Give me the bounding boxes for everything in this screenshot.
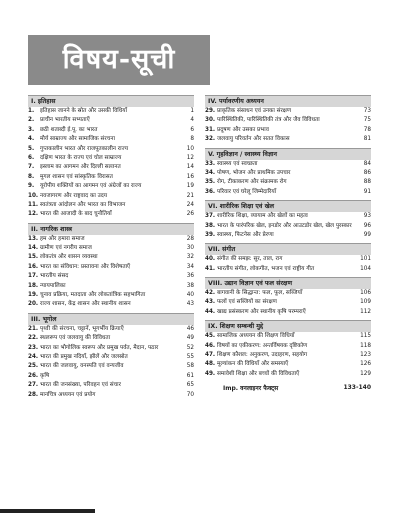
chapter-number: 9. — [28, 183, 35, 190]
toc-entry[interactable] — [205, 189, 371, 198]
chapter-title: राज्य शासन, केंद्र शासन और स्थानीय शासन — [40, 301, 131, 308]
chapter-number: 23. — [28, 344, 39, 351]
page-number: 1 — [190, 108, 194, 114]
chapter-number: 26. — [28, 372, 39, 379]
page-number: 123 — [360, 352, 371, 359]
chapter-title: गुप्तकालीन भारत और राजपूतकालीन राज्य — [40, 145, 129, 152]
footer-bar — [0, 509, 95, 513]
page-number: 84 — [363, 160, 371, 167]
chapter-title: मुगल शासन एवं सांस्कृतिक विरासत — [40, 173, 113, 180]
page-number: 99 — [363, 231, 371, 238]
section-heading: VIII. उद्यान विज्ञान एवं फल संरक्षण — [205, 277, 371, 289]
chapter-title: भारत की प्रमुख नदियाँ, झीलें और जलस्रोत — [40, 353, 128, 360]
toc-entry[interactable] — [28, 164, 194, 173]
chapter-title: यूरोपीय शक्तियों का आगमन एवं अंग्रेजों का राज्य — [40, 183, 142, 190]
chapter-title: पारिस्थितिकी, पारिस्थितिकी तंत्र और जैव विविधता — [217, 117, 320, 124]
toc-entry[interactable] — [28, 193, 194, 202]
page-number: 21 — [186, 192, 194, 199]
page-number: 6 — [190, 126, 194, 133]
page-number: 115 — [360, 333, 371, 340]
toc-entry[interactable] — [205, 161, 371, 170]
toc-right-column — [205, 95, 371, 392]
chapter-number: 25. — [28, 363, 39, 370]
chapter-number: 43. — [205, 299, 216, 306]
chapter-number: 38. — [205, 222, 216, 229]
page-number: 14 — [186, 164, 194, 171]
chapter-title: विषयों का एकीकरण: अन्तर्विषयक दृष्टिकोण — [217, 342, 308, 349]
page-title: विषय-सूची — [62, 44, 176, 75]
chapter-title: बागवानी के सिद्धान्त: फल, फूल, सब्जियाँ — [217, 290, 303, 297]
toc-section — [205, 148, 371, 199]
chapter-number: 8. — [28, 173, 35, 180]
chapter-title: छठी शताब्दी ई.पू. का भारत — [40, 126, 98, 133]
toc-entry[interactable] — [28, 146, 194, 155]
chapter-number: 3. — [28, 126, 35, 133]
chapter-number: 21. — [28, 325, 39, 332]
chapter-number: 40. — [205, 256, 216, 263]
chapter-number: 46. — [205, 342, 216, 349]
page-number: 75 — [363, 117, 371, 124]
toc-entry[interactable] — [28, 155, 194, 164]
toc-section — [205, 200, 371, 241]
toc-entry[interactable] — [28, 326, 194, 335]
chapter-number: 29. — [205, 108, 216, 114]
chapter-title: स्वतंत्रता आंदोलन और भारत का विभाजन — [40, 201, 126, 208]
chapter-number: 5. — [28, 145, 35, 152]
chapter-title: स्वास्थ्य, फिटनेस और प्रेरणा — [217, 231, 274, 238]
page-number: 4 — [190, 117, 194, 124]
toc-entry[interactable] — [28, 273, 194, 282]
chapter-title: प्राचीन भारतीय सभ्यताएँ — [40, 117, 90, 124]
chapter-title: संगीत की समझ: सुर, ताल, राग — [217, 256, 283, 263]
chapter-number: 12. — [28, 211, 39, 218]
chapter-number: 42. — [205, 290, 216, 297]
toc-entry[interactable] — [28, 354, 194, 363]
toc-section — [28, 313, 194, 401]
toc-section — [28, 223, 194, 311]
toc-entry[interactable] — [205, 170, 371, 179]
chapter-title: इतिहास जानने के स्रोत और उसकी विधियाँ — [40, 108, 128, 114]
chapter-number: 47. — [205, 352, 216, 359]
toc-section — [28, 95, 194, 221]
chapter-title: भारत का संविधान: प्रस्तावना और विशेषताएँ — [40, 263, 131, 270]
page-number: 129 — [360, 370, 371, 377]
toc-entry[interactable] — [28, 301, 194, 310]
page-number: 81 — [363, 136, 371, 143]
page-number: 86 — [363, 169, 371, 176]
imp-oneliner-entry[interactable] — [205, 384, 371, 392]
toc-entry[interactable] — [205, 256, 371, 265]
toc-entry[interactable] — [205, 213, 371, 222]
page-number: 52 — [186, 344, 194, 351]
toc-entry[interactable] — [28, 363, 194, 372]
page-number: 73 — [363, 108, 371, 114]
chapter-title: खाद्य प्रसंस्करण और स्थानीय कृषि परम्पराएँ — [217, 308, 306, 315]
toc-entry[interactable] — [205, 309, 371, 318]
chapter-title: स्थलरूप एवं जलवायु की विविधता — [40, 335, 111, 342]
chapter-number: 39. — [205, 231, 216, 238]
toc-entry[interactable] — [28, 335, 194, 344]
toc-entry[interactable] — [205, 117, 371, 126]
toc-entry[interactable] — [28, 202, 194, 211]
toc-entry[interactable] — [28, 211, 194, 220]
toc-entry[interactable] — [28, 117, 194, 126]
toc-entry[interactable] — [28, 236, 194, 245]
chapter-title: स्वास्थ्य एवं स्वच्छता — [217, 160, 258, 167]
toc-entry[interactable] — [205, 361, 371, 370]
toc-left-column — [28, 95, 194, 403]
chapter-title: मौर्य साम्राज्य और सामाजिक संरचना — [40, 136, 115, 143]
chapter-number: 18. — [28, 282, 39, 289]
chapter-number: 10. — [28, 192, 39, 199]
page-number: 106 — [360, 290, 371, 297]
toc-entry[interactable] — [205, 371, 371, 380]
page-number: 34 — [186, 263, 194, 270]
toc-entry[interactable] — [205, 223, 371, 232]
page-number: 19 — [186, 183, 194, 190]
toc-entry[interactable] — [28, 345, 194, 354]
chapter-number: 7. — [28, 164, 35, 171]
chapter-title: दक्षिण भारत के राज्य एवं चोल साम्राज्य — [40, 154, 122, 161]
page-number: 58 — [186, 363, 194, 370]
page-number: 8 — [190, 136, 194, 143]
chapter-title: मूल्यांकन की विधियाँ और समस्याएँ — [217, 361, 289, 368]
chapter-title: ग्रामीण एवं नगरीय समाज — [40, 245, 92, 252]
chapter-number: 19. — [28, 292, 39, 299]
chapter-title: भारत की जलवायु, वनस्पति एवं वन्यजीव — [40, 363, 124, 370]
page-number: 65 — [186, 382, 194, 389]
chapter-title: भारत के पारंपरिक खेल, इनडोर और आउटडोर खेल, खेल पुरस्कार — [217, 222, 352, 229]
page-number: 24 — [186, 201, 194, 208]
page-title-banner — [28, 35, 210, 85]
chapter-title: मानचित्र अध्ययन एवं प्रयोग — [40, 391, 96, 398]
imp-page: 133-140 — [343, 384, 371, 392]
chapter-number: 34. — [205, 169, 216, 176]
toc-section — [205, 277, 371, 318]
toc-entry[interactable] — [205, 343, 371, 352]
page-number: 118 — [360, 342, 371, 349]
chapter-number: 45. — [205, 333, 216, 340]
page-number: 55 — [186, 353, 194, 360]
chapter-number: 48. — [205, 361, 216, 368]
page-number: 101 — [360, 256, 371, 263]
chapter-number: 15. — [28, 254, 39, 261]
page-number: 38 — [186, 282, 194, 289]
page-number: 46 — [186, 325, 194, 332]
toc-section — [205, 95, 371, 146]
chapter-title: फलों एवं सब्जियों का संरक्षण — [217, 299, 277, 306]
chapter-title: चुनाव प्रक्रिया, मतदाता और लोकतांत्रिक सहभागिता — [40, 292, 146, 299]
imp-label: Imp. वनलाइनर फैक्ट्स — [223, 385, 279, 393]
page-number: 70 — [186, 391, 194, 398]
chapter-title: न्यायपालिका — [40, 282, 66, 289]
toc-entry[interactable] — [205, 299, 371, 308]
chapter-number: 41. — [205, 265, 216, 272]
chapter-number: 33. — [205, 160, 216, 167]
chapter-number: 17. — [28, 273, 39, 280]
toc-entry[interactable] — [28, 264, 194, 273]
chapter-number: 13. — [28, 235, 39, 242]
chapter-number: 49. — [205, 370, 216, 377]
chapter-title: पृथ्वी की संरचना, चट्टानें, भूगर्भीय क्रियाएँ — [40, 325, 124, 332]
page-number: 61 — [186, 372, 194, 379]
toc-entry[interactable] — [28, 136, 194, 145]
chapter-title: सामाजिक अध्ययन की शिक्षण विधियाँ — [217, 333, 295, 340]
chapter-number: 30. — [205, 117, 216, 124]
chapter-title: भारत की जनसंख्या, परिवहन एवं संचार — [40, 382, 121, 389]
page-number: 43 — [186, 301, 194, 308]
chapter-title: भारत का भौगोलिक स्वरूप और प्रमुख पर्वत, मैदान, पठार — [40, 344, 159, 351]
toc-section — [205, 243, 371, 275]
section-heading: II. नागरिक शास्त्र — [28, 223, 194, 235]
page-number: 10 — [186, 145, 194, 152]
chapter-title: हम और हमारा समाज — [40, 235, 85, 242]
chapter-number: 22. — [28, 335, 39, 342]
toc-entry[interactable] — [28, 292, 194, 301]
chapter-number: 6. — [28, 154, 35, 161]
chapter-number: 31. — [205, 126, 216, 133]
chapter-title: समावेशी शिक्षा और बच्चों की विविधताएँ — [217, 370, 300, 377]
chapter-number: 27. — [28, 382, 39, 389]
chapter-title: भारतीय संगीत, लोकगीत, भजन एवं राष्ट्रीय गीत — [217, 265, 315, 272]
page-number: 91 — [363, 188, 371, 195]
chapter-title: नवजागरण और राष्ट्रवाद का उदय — [40, 192, 108, 199]
section-heading: V. गृहविज्ञान / स्वास्थ्य विज्ञान — [205, 148, 371, 160]
toc-entry[interactable] — [205, 352, 371, 361]
section-heading: III. भूगोल — [28, 313, 194, 325]
toc-entry[interactable] — [28, 373, 194, 382]
page-number: 30 — [186, 245, 194, 252]
toc-entry[interactable] — [205, 179, 371, 188]
page-number: 40 — [186, 292, 194, 299]
toc-entry[interactable] — [28, 108, 194, 117]
page-number: 109 — [360, 299, 371, 306]
toc-entry[interactable] — [28, 127, 194, 136]
toc-entry[interactable] — [28, 174, 194, 183]
page-number: 32 — [186, 254, 194, 261]
toc-section — [205, 320, 371, 380]
toc-entry[interactable] — [205, 232, 371, 241]
page-number: 12 — [186, 154, 194, 161]
chapter-title: इस्लाम का आगमन और दिल्ली सल्तनत — [40, 164, 121, 171]
chapter-title: भारत की आजादी के बाद चुनौतियाँ — [40, 211, 112, 218]
page-number: 104 — [360, 265, 371, 272]
chapter-number: 2. — [28, 117, 35, 124]
chapter-title: जलवायु परिवर्तन और सतत विकास — [217, 136, 290, 143]
section-heading: IX. शिक्षण सम्बन्धी मुद्दे — [205, 320, 371, 332]
toc-entry[interactable] — [28, 392, 194, 401]
chapter-title: प्रदूषण और उसका प्रभाव — [217, 126, 269, 133]
section-heading: VI. शारीरिक शिक्षा एवं खेल — [205, 200, 371, 212]
chapter-number: 35. — [205, 179, 216, 186]
page-number: 96 — [363, 222, 371, 229]
toc-entry[interactable] — [205, 108, 371, 117]
section-heading: I. इतिहास — [28, 95, 194, 107]
chapter-title: लोकतंत्र और शासन व्यवस्था — [40, 254, 98, 261]
chapter-number: 44. — [205, 308, 216, 315]
toc-entry[interactable] — [28, 183, 194, 192]
page-number: 126 — [360, 361, 371, 368]
chapter-title: पोषण, भोजन और प्राथमिक उपचार — [217, 169, 291, 176]
section-heading: VII. संगीत — [205, 243, 371, 255]
page-number: 93 — [363, 213, 371, 220]
section-heading: IV. पर्यावरणीय अध्ययन — [205, 95, 371, 107]
toc-entry[interactable] — [28, 283, 194, 292]
chapter-title: कृषि — [40, 372, 50, 379]
chapter-number: 32. — [205, 136, 216, 143]
chapter-number: 24. — [28, 353, 39, 360]
chapter-number: 20. — [28, 301, 39, 308]
toc-entry[interactable] — [205, 266, 371, 275]
toc-entry[interactable] — [28, 382, 194, 391]
page-number: 88 — [363, 179, 371, 186]
chapter-number: 37. — [205, 213, 216, 220]
page-number: 49 — [186, 335, 194, 342]
chapter-title: शिक्षण कौशल: अनुकरण, उदाहरण, सहयोग — [217, 352, 308, 359]
page-number: 36 — [186, 273, 194, 280]
toc-entry[interactable] — [205, 333, 371, 342]
chapter-number: 4. — [28, 136, 35, 143]
chapter-number: 16. — [28, 263, 39, 270]
toc-entry[interactable] — [205, 127, 371, 136]
chapter-number: 28. — [28, 391, 39, 398]
chapter-title: शारीरिक शिक्षा, व्यायाम और खेलों का महत्व — [217, 213, 308, 220]
toc-entry[interactable] — [205, 136, 371, 145]
chapter-number: 11. — [28, 201, 39, 208]
chapter-number: 36. — [205, 188, 216, 195]
chapter-title: भारतीय संसद — [40, 273, 69, 280]
chapter-title: रोग, टीकाकरण और संक्रामक रोग — [217, 179, 287, 186]
page-number: 112 — [360, 308, 371, 315]
page-number: 28 — [186, 235, 194, 242]
page-number: 16 — [186, 173, 194, 180]
chapter-title: प्राकृतिक संसाधन एवं उनका संरक्षण — [217, 108, 291, 114]
chapter-title: परिवार एवं घरेलू जिम्मेदारियाँ — [217, 188, 277, 195]
page-number: 78 — [363, 126, 371, 133]
toc-entry[interactable] — [28, 254, 194, 263]
chapter-number: 1. — [28, 108, 35, 114]
chapter-number: 14. — [28, 245, 39, 252]
page-number: 26 — [186, 211, 194, 218]
